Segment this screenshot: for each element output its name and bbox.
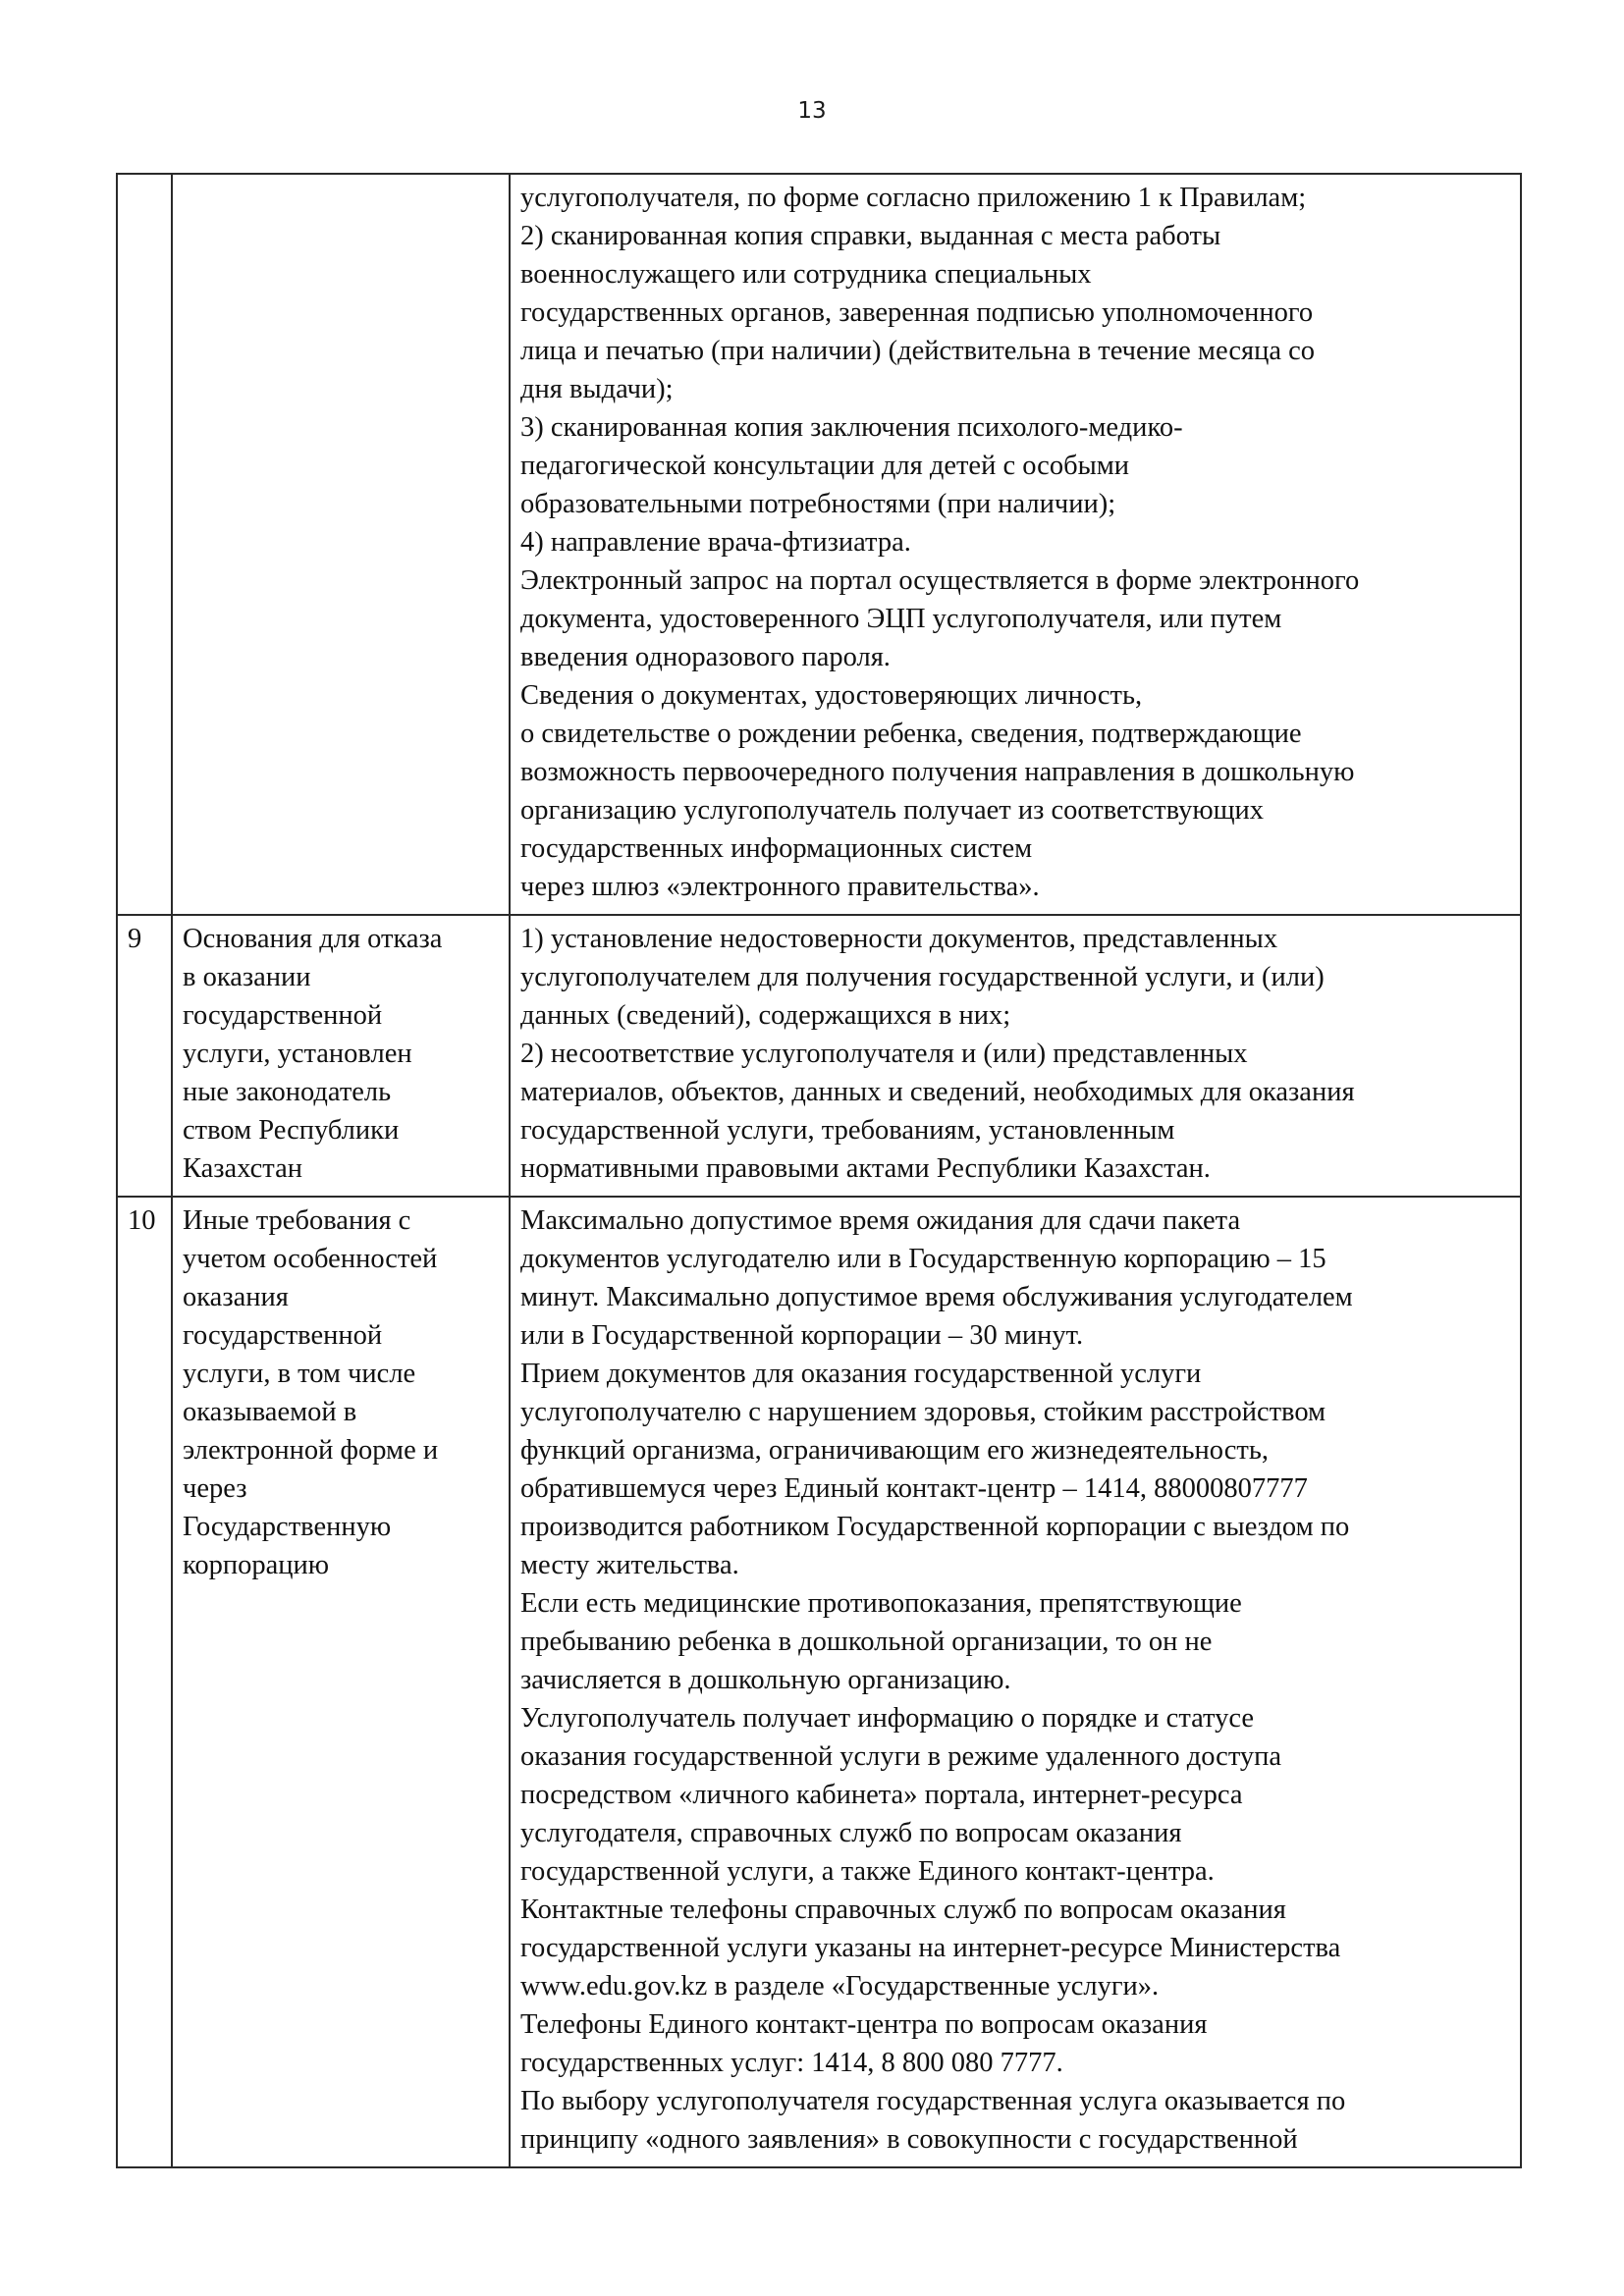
row-number: 10 xyxy=(117,1197,172,2167)
content-line: www.edu.gov.kz в разделе «Государственные услуги». xyxy=(520,1971,1160,2002)
title-line: Иные требования с xyxy=(183,1205,411,1236)
content-line: военнослужащего или сотрудника специальных xyxy=(520,259,1092,290)
content-line: Максимально допустимое время ожидания для сдачи пакета xyxy=(520,1205,1241,1236)
content-line: посредством «личного кабинета» портала, интернет-ресурса xyxy=(520,1780,1243,1810)
table-row xyxy=(117,915,1521,1197)
content-line: пребыванию ребенка в дошкольной организации, то он не xyxy=(520,1627,1213,1657)
content-line: Телефоны Единого контакт-центра по вопросам оказания xyxy=(520,2009,1208,2040)
content-line: услугодателя, справочных служб по вопросам оказания xyxy=(520,1818,1182,1848)
row-number xyxy=(117,174,172,915)
content-line: 1) установление недостоверности документов, представленных xyxy=(520,924,1278,954)
content-line: государственных информационных систем xyxy=(520,833,1033,864)
content-line: услугополучателю с нарушением здоровья, стойким расстройством xyxy=(520,1397,1326,1427)
row-number: 9 xyxy=(117,915,172,1197)
content-line: минут. Максимально допустимое время обслуживания услугодателем xyxy=(520,1282,1353,1312)
title-line: корпорацию xyxy=(183,1550,330,1580)
title-line: оказываемой в xyxy=(183,1397,357,1427)
content-line: По выбору услугополучателя государственная услуга оказывается по xyxy=(520,2086,1346,2116)
title-line: электронной форме и xyxy=(183,1435,439,1466)
content-line: государственных услуг: 1414, 8 800 080 7777. xyxy=(520,2048,1063,2078)
content-line: государственной услуги указаны на интернет-ресурсе Министерства xyxy=(520,1933,1341,1963)
content-line: материалов, объектов, данных и сведений, необходимых для оказания xyxy=(520,1077,1355,1107)
content-line: через шлюз «электронного правительства». xyxy=(520,872,1040,902)
title-line: Государственную xyxy=(183,1512,392,1542)
title-line: оказания xyxy=(183,1282,289,1312)
title-line: государственной xyxy=(183,1320,383,1351)
page-number: 13 xyxy=(797,98,827,124)
content-line: 4) направление врача-фтизиатра. xyxy=(520,527,911,558)
table-row xyxy=(117,1197,1521,2167)
services-table xyxy=(116,173,1522,2168)
content-line: организацию услугополучатель получает из соответствующих xyxy=(520,795,1265,826)
title-line: ные законодатель xyxy=(183,1077,392,1107)
content-line: Прием документов для оказания государственной услуги xyxy=(520,1359,1202,1389)
content-line: образовательными потребностями (при наличии); xyxy=(520,489,1116,519)
content-line: лица и печатью (при наличии) (действительна в течение месяца со xyxy=(520,336,1316,366)
content-line: Если есть медицинские противопоказания, препятствующие xyxy=(520,1588,1242,1619)
row-content xyxy=(510,174,1521,915)
table-row xyxy=(117,174,1521,915)
content-line: о свидетельстве о рождении ребенка, сведения, подтверждающие xyxy=(520,719,1302,749)
content-line: нормативными правовыми актами Республики Казахстан. xyxy=(520,1153,1211,1184)
title-line: ством Республики xyxy=(183,1115,400,1146)
content-line: введения одноразового пароля. xyxy=(520,642,891,672)
content-line: государственной услуги, а также Единого контакт-центра. xyxy=(520,1856,1215,1887)
content-line: функций организма, ограничивающим его жизнедеятельность, xyxy=(520,1435,1269,1466)
content-line: обратившемуся через Единый контакт-центр – 1414, 88000807777 xyxy=(520,1473,1308,1504)
title-line: Казахстан xyxy=(183,1153,302,1184)
content-line: данных (сведений), содержащихся в них; xyxy=(520,1000,1011,1031)
content-line: зачисляется в дошкольную организацию. xyxy=(520,1665,1011,1695)
content-line: Сведения о документах, удостоверяющих личность, xyxy=(520,680,1143,711)
content-line: Электронный запрос на портал осуществляется в форме электронного xyxy=(520,565,1360,596)
row-content xyxy=(510,1197,1521,2167)
content-line: производится работником Государственной корпорации с выездом по xyxy=(520,1512,1350,1542)
table-body xyxy=(117,174,1521,2167)
title-line: через xyxy=(183,1473,247,1504)
content-line: услугополучателем для получения государственной услуги, и (или) xyxy=(520,962,1325,992)
title-line: услуги, в том числе xyxy=(183,1359,416,1389)
title-line: Основания для отказа xyxy=(183,924,443,954)
content-line: оказания государственной услуги в режиме удаленного доступа xyxy=(520,1741,1282,1772)
content-line: 2) несоответствие услугополучателя и (или) представленных xyxy=(520,1039,1248,1069)
content-line: Услугополучатель получает информацию о порядке и статусе xyxy=(520,1703,1255,1734)
row-title xyxy=(172,915,510,1197)
content-line: документа, удостоверенного ЭЦП услугополучателя, или путем xyxy=(520,604,1282,634)
content-line: Контактные телефоны справочных служб по вопросам оказания xyxy=(520,1895,1286,1925)
title-line: услуги, установлен xyxy=(183,1039,412,1069)
title-line: государственной xyxy=(183,1000,383,1031)
row-content xyxy=(510,915,1521,1197)
content-line: месту жительства. xyxy=(520,1550,739,1580)
title-line: учетом особенностей xyxy=(183,1244,438,1274)
content-line: принципу «одного заявления» в совокупности с государственной xyxy=(520,2124,1298,2155)
content-line: дня выдачи); xyxy=(520,374,674,404)
content-line: или в Государственной корпорации – 30 минут. xyxy=(520,1320,1084,1351)
content-line: услугополучателя, по форме согласно приложению 1 к Правилам; xyxy=(520,183,1307,213)
row-title xyxy=(172,174,510,915)
row-title xyxy=(172,1197,510,2167)
content-line: возможность первоочередного получения направления в дошкольную xyxy=(520,757,1355,787)
content-line: 2) сканированная копия справки, выданная с места работы xyxy=(520,221,1221,251)
content-line: государственных органов, заверенная подписью уполномоченного xyxy=(520,297,1314,328)
title-line: в оказании xyxy=(183,962,311,992)
content-line: документов услугодателю или в Государственную корпорацию – 15 xyxy=(520,1244,1326,1274)
content-line: педагогической консультации для детей с особыми xyxy=(520,451,1130,481)
content-line: 3) сканированная копия заключения психолого-медико- xyxy=(520,412,1183,443)
content-line: государственной услуги, требованиям, установленным xyxy=(520,1115,1175,1146)
